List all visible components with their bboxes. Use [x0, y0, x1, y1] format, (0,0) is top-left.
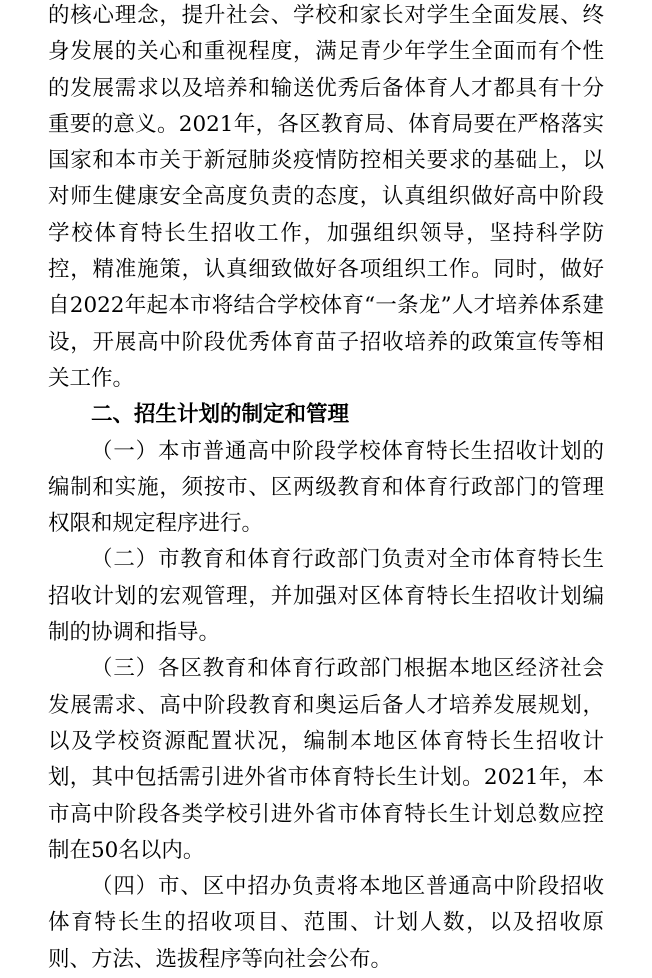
paragraph-item-3: （三）各区教育和体育行政部门根据本地区经济社会发展需求、高中阶段教育和奥运后备人才培养发展规划，以及学校资源配置状况，编制本地区体育特长生招收计划，其中包括需引进外省市体育特长生计划。2021年，本市高中阶段各类学校引进外省市体育特长生计划总数应控制在50名以内。 — [48, 656, 604, 863]
paragraph-item-2: （二）市教育和体育行政部门负责对全市体育特长生招收计划的宏观管理，并加强对区体育特长生招收计划编制的协调和指导。 — [48, 547, 604, 646]
paragraph-intro-continued: 的核心理念，提升社会、学校和家长对学生全面发展、终身发展的关心和重视程度，满足青少年学生全面而有个性的发展需求以及培养和输送优秀后备体育人才都具有十分重要的意义。2021年，各区教育局、体育局要在严格落实国家和本市关于新冠肺炎疫情防控相关要求的基础上，以对师生健康安全高度负责的态度，认真组织做好高中阶段学校体育特长生招收工作，加强组织领导，坚持科学防控，精准施策，认真细致做好各项组织工作。同时，做好自2022年起本市将结合学校体育“一条龙”人才培养体系建设，开展高中阶段优秀体育苗子招收培养的政策宣传等相关工作。 — [48, 3, 604, 391]
section-heading-enrollment-plan: 二、招生计划的制定和管理 — [91, 402, 350, 428]
paragraph-item-1: （一）本市普通高中阶段学校体育特长生招收计划的编制和实施，须按市、区两级教育和体育行政部门的管理权限和规定程序进行。 — [48, 438, 604, 537]
document-page — [48, 0, 604, 978]
paragraph-item-4: （四）市、区中招办负责将本地区普通高中阶段招收体育特长生的招收项目、范围、计划人数，以及招收原则、方法、选拔程序等向社会公布。 — [48, 874, 604, 972]
